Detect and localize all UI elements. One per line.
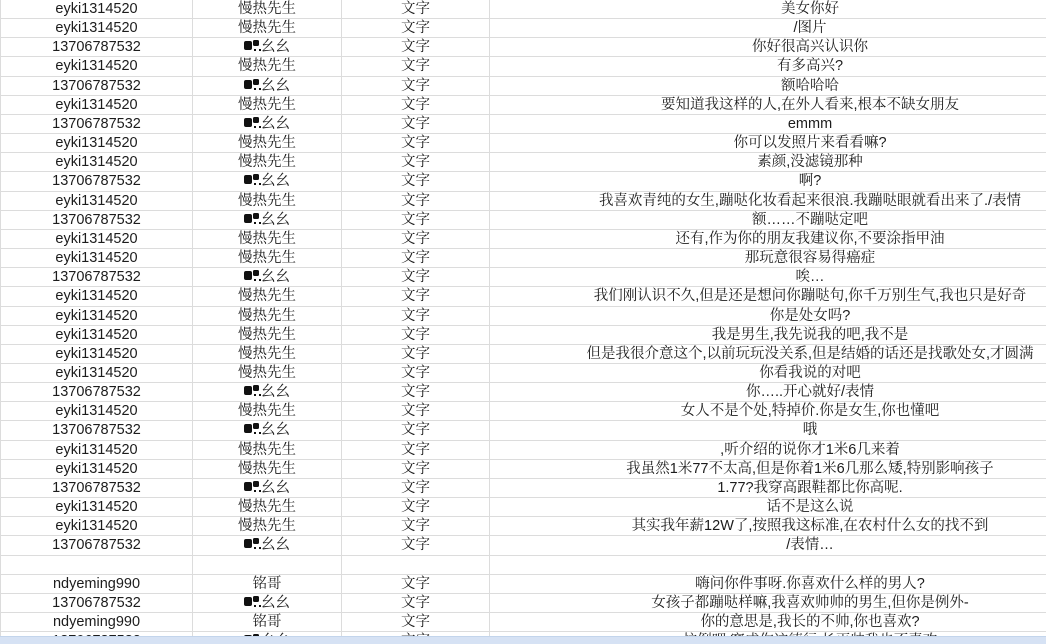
nickname-cell[interactable] bbox=[193, 536, 342, 554]
table-row bbox=[0, 460, 1046, 479]
message-type-cell[interactable]: 文字 bbox=[342, 364, 490, 382]
nickname-text: 慢热先生 bbox=[238, 499, 296, 516]
message-cell[interactable]: 唉… bbox=[795, 269, 825, 286]
account-cell[interactable]: eyki1314520 bbox=[0, 57, 193, 75]
table-row bbox=[0, 498, 1046, 517]
account-cell[interactable]: eyki1314520 bbox=[0, 230, 193, 248]
account-cell[interactable]: eyki1314520 bbox=[0, 441, 193, 459]
message-cell[interactable]: 额……不蹦哒定吧 bbox=[752, 211, 868, 228]
message-cell[interactable]: 美女你好 bbox=[781, 1, 839, 17]
table-row bbox=[0, 345, 1046, 364]
nickname-cell[interactable] bbox=[193, 38, 342, 56]
nickname-cell[interactable] bbox=[193, 96, 342, 114]
nickname-text: 慢热先生 bbox=[238, 326, 296, 343]
account-cell[interactable]: eyki1314520 bbox=[0, 249, 193, 267]
account-cell[interactable]: 13706787532 bbox=[0, 536, 193, 554]
message-cell[interactable]: 女孩子都蹦哒样嘛,我喜欢帅帅的男生,但你是例外- bbox=[651, 594, 969, 611]
message-type-cell[interactable]: 文字 bbox=[342, 326, 490, 344]
message-cell[interactable]: 我虽然1米77不太高,但是你着1米6几那么矮,特别影响孩子 bbox=[626, 460, 994, 477]
table-row bbox=[0, 287, 1046, 306]
table-row bbox=[0, 421, 1046, 440]
message-type-cell[interactable]: 文字 bbox=[342, 594, 490, 612]
message-type-cell[interactable]: 文字 bbox=[342, 402, 490, 420]
account-cell[interactable]: 13706787532 bbox=[0, 77, 193, 95]
message-cell[interactable]: 但是我很介意这个,以前玩玩没关系,但是结婚的话还是找歌处女,才圆满 bbox=[586, 345, 1034, 362]
nickname-text: 慢热先生 bbox=[238, 307, 296, 324]
nickname-cell[interactable] bbox=[193, 326, 342, 344]
nickname-cell[interactable] bbox=[193, 498, 342, 516]
account-cell[interactable]: eyki1314520 bbox=[0, 0, 193, 18]
account-cell[interactable]: eyki1314520 bbox=[0, 517, 193, 535]
table-row bbox=[0, 38, 1046, 57]
nickname-text: 慢热先生 bbox=[238, 58, 296, 75]
message-type-cell[interactable]: 文字 bbox=[342, 57, 490, 75]
horizontal-scrollbar-edge[interactable] bbox=[0, 636, 1046, 644]
nickname-text: 慢热先生 bbox=[238, 288, 296, 305]
message-cell[interactable]: 你可以发照片来看看嘛? bbox=[733, 135, 887, 152]
nickname-text: 慢热先生 bbox=[238, 230, 296, 247]
nickname-text: 幺幺 bbox=[261, 479, 290, 496]
nickname-cell[interactable] bbox=[193, 441, 342, 459]
table-row bbox=[0, 134, 1046, 153]
table-row bbox=[0, 268, 1046, 287]
table-row bbox=[0, 441, 1046, 460]
table-row bbox=[0, 613, 1046, 632]
nickname-text: 慢热先生 bbox=[238, 345, 296, 362]
message-type-cell[interactable]: 文字 bbox=[342, 192, 490, 210]
nickname-text: 慢热先生 bbox=[238, 403, 296, 420]
message-cell[interactable] bbox=[490, 556, 1046, 574]
table-row bbox=[0, 192, 1046, 211]
nickname-cell[interactable] bbox=[193, 230, 342, 248]
message-type-cell[interactable]: 文字 bbox=[342, 0, 490, 18]
message-type-cell[interactable]: 文字 bbox=[342, 307, 490, 325]
nickname-text: 慢热先生 bbox=[238, 250, 296, 267]
message-type-cell[interactable]: 文字 bbox=[342, 77, 490, 95]
message-cell[interactable]: 1.77?我穿高跟鞋都比你高呢. bbox=[717, 479, 903, 496]
nickname-cell[interactable] bbox=[193, 402, 342, 420]
nickname-text: 幺幺 bbox=[261, 173, 290, 190]
nickname-emoji-icon bbox=[244, 538, 260, 550]
message-type-cell[interactable]: 文字 bbox=[342, 230, 490, 248]
message-cell[interactable]: 我是男生,我先说我的吧,我不是 bbox=[711, 326, 909, 343]
table-row bbox=[0, 479, 1046, 498]
account-cell[interactable]: eyki1314520 bbox=[0, 460, 193, 478]
message-cell[interactable]: 还有,作为你的朋友我建议你,不要涂指甲油 bbox=[675, 230, 945, 247]
table-row bbox=[0, 383, 1046, 402]
nickname-emoji-icon bbox=[244, 270, 260, 282]
account-cell[interactable]: 13706787532 bbox=[0, 421, 193, 439]
message-cell[interactable]: 女人不是个处,特掉价.你是女生,你也懂吧 bbox=[680, 403, 940, 420]
account-cell[interactable]: eyki1314520 bbox=[0, 19, 193, 37]
table-row bbox=[0, 153, 1046, 172]
nickname-emoji-icon bbox=[244, 213, 260, 225]
nickname-text: 幺幺 bbox=[261, 39, 290, 56]
nickname-cell[interactable] bbox=[193, 249, 342, 267]
message-type-cell[interactable]: 文字 bbox=[342, 211, 490, 229]
table-row bbox=[0, 326, 1046, 345]
account-cell[interactable]: 13706787532 bbox=[0, 479, 193, 497]
nickname-cell[interactable] bbox=[193, 307, 342, 325]
nickname-cell[interactable] bbox=[193, 479, 342, 497]
account-cell[interactable]: 13706787532 bbox=[0, 115, 193, 133]
nickname-emoji-icon bbox=[244, 481, 260, 493]
table-row bbox=[0, 402, 1046, 421]
nickname-text: 慢热先生 bbox=[238, 154, 296, 171]
message-cell[interactable]: 其实我年薪12W了,按照我这标准,在农村什么女的找不到 bbox=[631, 518, 989, 535]
message-cell[interactable]: 你的意思是,我长的不帅,你也喜欢? bbox=[700, 614, 920, 630]
account-cell[interactable]: eyki1314520 bbox=[0, 192, 193, 210]
message-type-cell[interactable]: 文字 bbox=[342, 517, 490, 535]
message-cell[interactable]: 我们刚认识不久,但是还是想问你蹦哒句,你千万别生气,我也只是好奇 bbox=[593, 288, 1027, 305]
table-row bbox=[0, 57, 1046, 76]
account-cell[interactable]: eyki1314520 bbox=[0, 96, 193, 114]
nickname-cell[interactable] bbox=[193, 268, 342, 286]
message-type-cell[interactable]: 文字 bbox=[342, 172, 490, 190]
account-cell[interactable]: 13706787532 bbox=[0, 172, 193, 190]
table-row bbox=[0, 211, 1046, 230]
message-cell[interactable]: 你好很高兴认识你 bbox=[752, 39, 868, 56]
account-cell[interactable]: 13706787532 bbox=[0, 268, 193, 286]
message-cell[interactable]: 你看我说的对吧 bbox=[759, 364, 861, 381]
nickname-emoji-icon bbox=[244, 423, 260, 435]
table-row bbox=[0, 19, 1046, 38]
nickname-text: 铭哥 bbox=[252, 575, 282, 592]
nickname-cell[interactable] bbox=[193, 556, 342, 574]
account-cell[interactable]: 13706787532 bbox=[0, 594, 193, 612]
account-cell[interactable]: eyki1314520 bbox=[0, 402, 193, 420]
table-row bbox=[0, 115, 1046, 134]
nickname-text: 慢热先生 bbox=[238, 135, 296, 152]
nickname-text: 幺幺 bbox=[261, 115, 290, 132]
table-row bbox=[0, 77, 1046, 96]
nickname-cell[interactable] bbox=[193, 153, 342, 171]
table-row bbox=[0, 0, 1046, 19]
message-cell[interactable]: 要知道我这样的人,在外人看来,根本不缺女朋友 bbox=[660, 96, 960, 113]
nickname-text: 幺幺 bbox=[261, 422, 290, 439]
message-cell[interactable]: 有多高兴? bbox=[776, 58, 844, 75]
nickname-text: 幺幺 bbox=[261, 77, 290, 94]
message-cell[interactable]: 嗨问你件事呀.你喜欢什么样的男人? bbox=[695, 575, 925, 592]
message-type-cell[interactable]: 文字 bbox=[342, 153, 490, 171]
table-row bbox=[0, 230, 1046, 249]
nickname-emoji-icon bbox=[244, 596, 260, 608]
message-type-cell[interactable]: 文字 bbox=[342, 249, 490, 267]
message-type-cell[interactable]: 文字 bbox=[342, 19, 490, 37]
nickname-cell[interactable] bbox=[193, 57, 342, 75]
message-type-cell[interactable]: 文字 bbox=[342, 460, 490, 478]
nickname-text: 慢热先生 bbox=[238, 460, 296, 477]
account-cell[interactable]: eyki1314520 bbox=[0, 153, 193, 171]
nickname-cell[interactable] bbox=[193, 134, 342, 152]
nickname-emoji-icon bbox=[244, 79, 260, 91]
nickname-text: 慢热先生 bbox=[238, 1, 296, 17]
nickname-text: 慢热先生 bbox=[238, 441, 296, 458]
message-type-cell[interactable]: 文字 bbox=[342, 38, 490, 56]
account-cell[interactable]: ndyeming990 bbox=[0, 613, 193, 631]
message-type-cell[interactable]: 文字 bbox=[342, 268, 490, 286]
account-cell[interactable] bbox=[0, 556, 193, 574]
nickname-text: 铭哥 bbox=[252, 614, 282, 630]
nickname-text: 慢热先生 bbox=[238, 192, 296, 209]
table-row bbox=[0, 364, 1046, 383]
message-cell[interactable]: /图片 bbox=[793, 20, 827, 37]
nickname-text: 幺幺 bbox=[261, 211, 290, 228]
nickname-cell[interactable] bbox=[193, 594, 342, 612]
nickname-text: 慢热先生 bbox=[238, 518, 296, 535]
message-cell[interactable]: 话不是这么说 bbox=[766, 499, 854, 516]
account-cell[interactable]: 13706787532 bbox=[0, 38, 193, 56]
nickname-cell[interactable] bbox=[193, 421, 342, 439]
account-cell[interactable]: ndyeming990 bbox=[0, 575, 193, 593]
nickname-cell[interactable] bbox=[193, 575, 342, 593]
table-row bbox=[0, 575, 1046, 594]
account-cell[interactable]: eyki1314520 bbox=[0, 326, 193, 344]
nickname-cell[interactable] bbox=[193, 287, 342, 305]
message-type-cell[interactable]: 文字 bbox=[342, 345, 490, 363]
message-type-cell[interactable]: 文字 bbox=[342, 575, 490, 593]
account-cell[interactable]: eyki1314520 bbox=[0, 134, 193, 152]
account-cell[interactable]: eyki1314520 bbox=[0, 364, 193, 382]
nickname-text: 慢热先生 bbox=[238, 364, 296, 381]
message-cell[interactable]: 那玩意很容易得癌症 bbox=[744, 250, 876, 267]
message-cell[interactable]: 啊? bbox=[798, 173, 822, 190]
nickname-emoji-icon bbox=[244, 40, 260, 52]
message-type-cell[interactable]: 文字 bbox=[342, 613, 490, 631]
account-cell[interactable]: 13706787532 bbox=[0, 383, 193, 401]
nickname-cell[interactable] bbox=[193, 192, 342, 210]
account-cell[interactable]: eyki1314520 bbox=[0, 287, 193, 305]
nickname-emoji-icon bbox=[244, 117, 260, 129]
message-cell[interactable]: 哦 bbox=[802, 422, 818, 439]
nickname-cell[interactable] bbox=[193, 19, 342, 37]
table-row bbox=[0, 594, 1046, 613]
nickname-text: 慢热先生 bbox=[238, 20, 296, 37]
message-type-cell[interactable]: 文字 bbox=[342, 383, 490, 401]
nickname-cell[interactable] bbox=[193, 364, 342, 382]
message-type-cell[interactable]: 文字 bbox=[342, 498, 490, 516]
message-type-cell[interactable]: 文字 bbox=[342, 441, 490, 459]
nickname-text: 幺幺 bbox=[261, 594, 290, 611]
message-type-cell[interactable]: 文字 bbox=[342, 96, 490, 114]
message-type-cell[interactable]: 文字 bbox=[342, 479, 490, 497]
nickname-text: 幺幺 bbox=[261, 537, 290, 554]
nickname-cell[interactable] bbox=[193, 211, 342, 229]
table-row bbox=[0, 536, 1046, 555]
message-cell[interactable]: emmm bbox=[787, 115, 833, 132]
nickname-emoji-icon bbox=[244, 174, 260, 186]
nickname-cell[interactable] bbox=[193, 460, 342, 478]
nickname-cell[interactable] bbox=[193, 517, 342, 535]
account-cell[interactable]: eyki1314520 bbox=[0, 345, 193, 363]
nickname-cell[interactable] bbox=[193, 383, 342, 401]
table-row bbox=[0, 556, 1046, 575]
message-cell[interactable]: /表情… bbox=[786, 537, 834, 554]
message-type-cell[interactable]: 文字 bbox=[342, 134, 490, 152]
account-cell[interactable]: eyki1314520 bbox=[0, 498, 193, 516]
nickname-text: 幺幺 bbox=[261, 384, 290, 401]
nickname-cell[interactable] bbox=[193, 613, 342, 631]
account-cell[interactable]: 13706787532 bbox=[0, 211, 193, 229]
nickname-cell[interactable] bbox=[193, 345, 342, 363]
nickname-emoji-icon bbox=[244, 385, 260, 397]
nickname-text: 慢热先生 bbox=[238, 96, 296, 113]
message-cell[interactable]: 我喜欢青纯的女生,蹦哒化妆看起来很浪.我蹦哒眼就看出来了./表情 bbox=[598, 192, 1022, 209]
table-row bbox=[0, 172, 1046, 191]
message-type-cell[interactable]: 文字 bbox=[342, 536, 490, 554]
message-type-cell[interactable] bbox=[342, 556, 490, 574]
message-cell[interactable]: 你…..开心就好/表情 bbox=[745, 384, 875, 401]
message-type-cell[interactable]: 文字 bbox=[342, 115, 490, 133]
account-cell[interactable]: eyki1314520 bbox=[0, 307, 193, 325]
message-type-cell[interactable]: 文字 bbox=[342, 287, 490, 305]
nickname-cell[interactable] bbox=[193, 172, 342, 190]
message-cell[interactable]: 素颜,没滤镜那种 bbox=[757, 154, 863, 171]
nickname-cell[interactable] bbox=[193, 77, 342, 95]
message-cell[interactable]: 你是处女吗? bbox=[769, 307, 851, 324]
message-cell[interactable]: 额哈哈哈 bbox=[781, 77, 839, 94]
table-row bbox=[0, 307, 1046, 326]
table-row bbox=[0, 517, 1046, 536]
nickname-cell[interactable] bbox=[193, 115, 342, 133]
nickname-cell[interactable] bbox=[193, 0, 342, 18]
message-cell[interactable]: ,听介绍的说你才1米6几来着 bbox=[720, 441, 900, 458]
message-type-cell[interactable]: 文字 bbox=[342, 421, 490, 439]
nickname-text: 幺幺 bbox=[261, 269, 290, 286]
table-row bbox=[0, 249, 1046, 268]
table-row bbox=[0, 96, 1046, 115]
